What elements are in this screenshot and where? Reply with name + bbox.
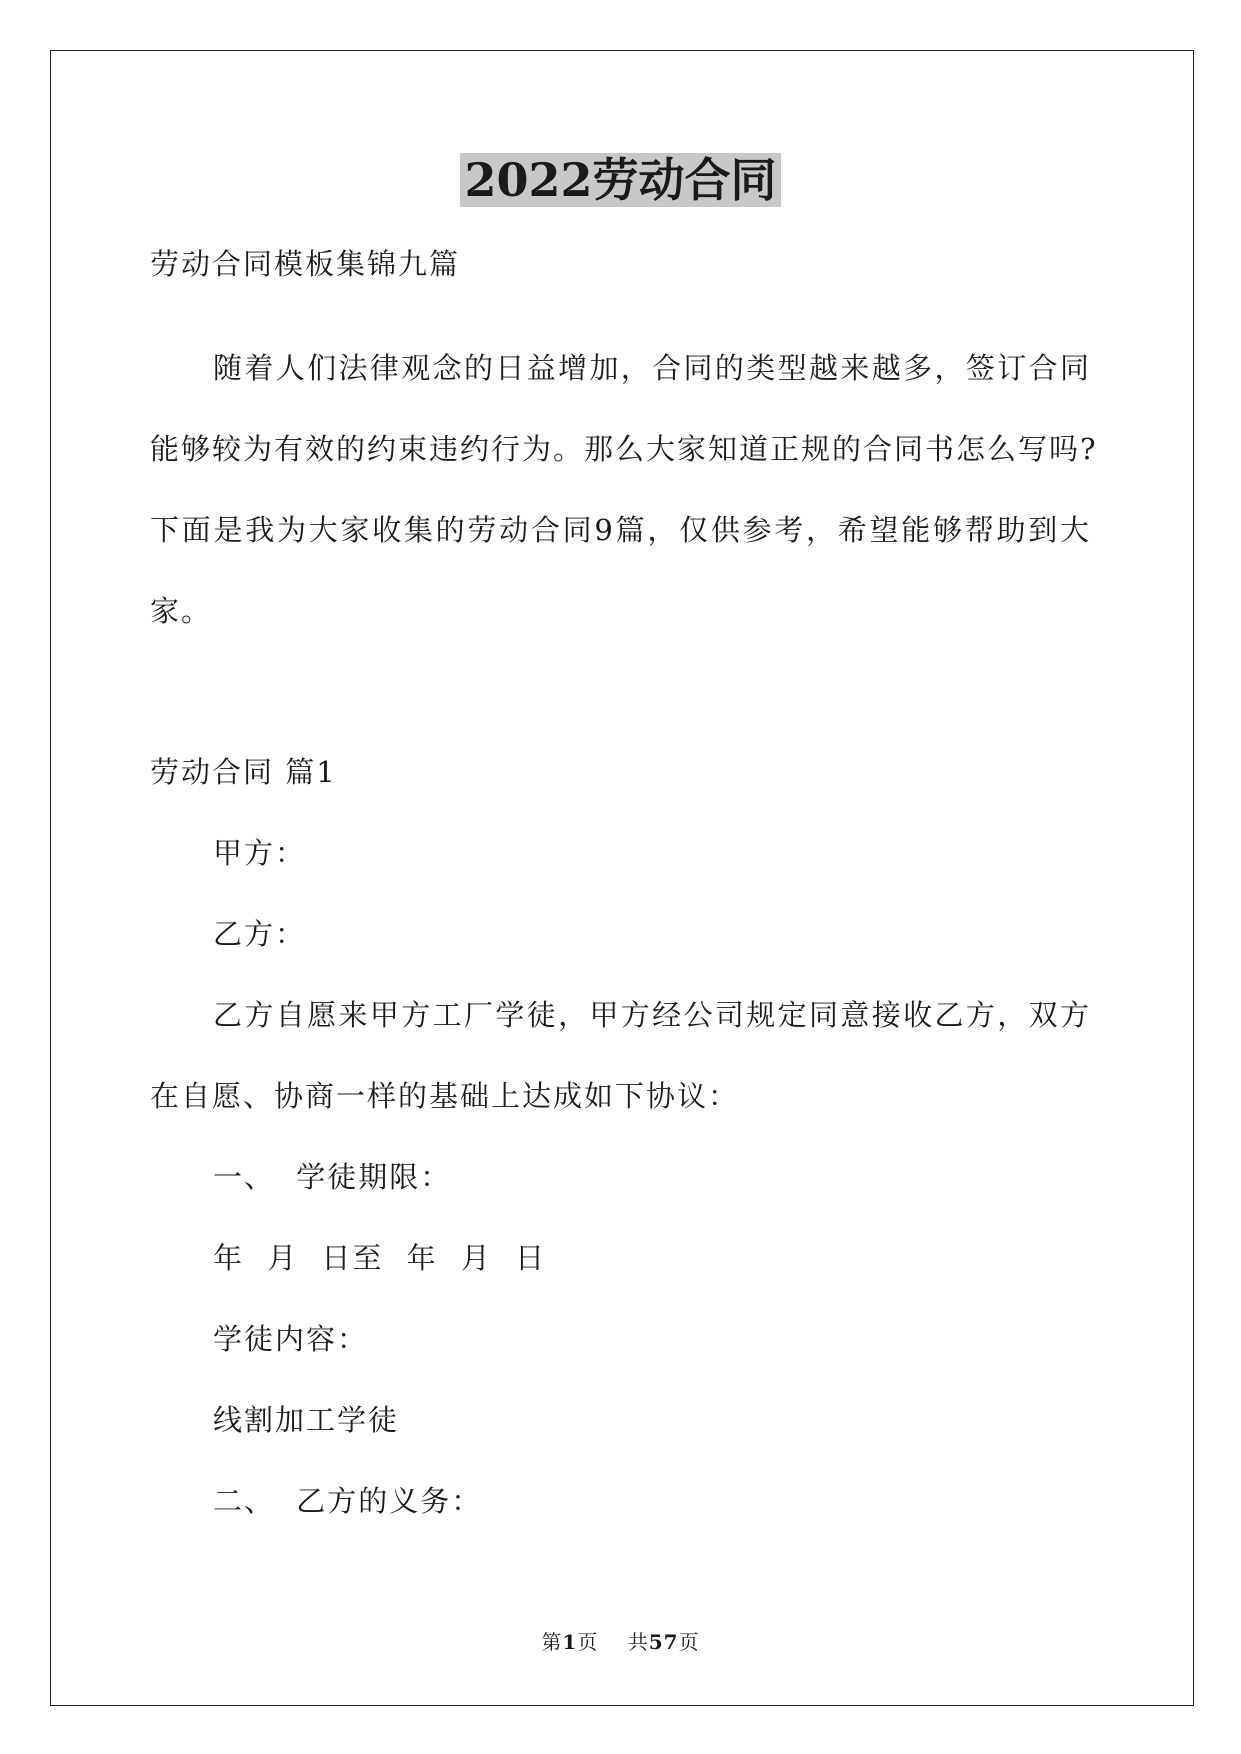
period-line: 年 月 日至 年 月 日 bbox=[213, 1241, 547, 1275]
intro-line-2: 能够较为有效的约束违约行为。那么大家知道正规的合同书怎么写吗? bbox=[150, 432, 1098, 466]
agreement-para-line-1: 乙方自愿来甲方工厂学徒，甲方经公司规定同意接收乙方，双方 bbox=[213, 998, 1091, 1032]
document-title-text: 2022劳动合同 bbox=[460, 153, 780, 207]
intro-line-1: 随着人们法律观念的日益增加，合同的类型越来越多，签订合同 bbox=[213, 351, 1091, 385]
content-value: 线割加工学徒 bbox=[213, 1403, 400, 1437]
page-border bbox=[50, 50, 1194, 1706]
item-1-heading: 一、 学徒期限： bbox=[213, 1160, 452, 1194]
section-heading: 劳动合同 篇1 bbox=[150, 755, 337, 789]
subtitle: 劳动合同模板集锦九篇 bbox=[150, 247, 461, 281]
document-title bbox=[0, 150, 1241, 210]
page-footer bbox=[0, 1628, 1241, 1656]
footer-page-prefix: 第 bbox=[541, 1630, 563, 1654]
agreement-para-line-2: 在自愿、协商一样的基础上达成如下协议： bbox=[150, 1079, 740, 1113]
footer-total-number: 57 bbox=[648, 1630, 679, 1654]
footer-total-prefix: 共 bbox=[627, 1630, 649, 1654]
footer-page-number: 1 bbox=[562, 1630, 578, 1654]
footer-total-suffix: 页 bbox=[678, 1630, 700, 1654]
intro-line-4: 家。 bbox=[150, 594, 213, 628]
intro-line-3: 下面是我为大家收集的劳动合同9篇，仅供参考，希望能够帮助到大 bbox=[150, 513, 1091, 547]
content-label: 学徒内容： bbox=[213, 1322, 369, 1356]
item-2-heading: 二、 乙方的义务： bbox=[213, 1484, 483, 1518]
party-a-label: 甲方： bbox=[213, 836, 307, 870]
footer-page-suffix: 页 bbox=[577, 1630, 599, 1654]
party-b-label: 乙方： bbox=[213, 917, 307, 951]
